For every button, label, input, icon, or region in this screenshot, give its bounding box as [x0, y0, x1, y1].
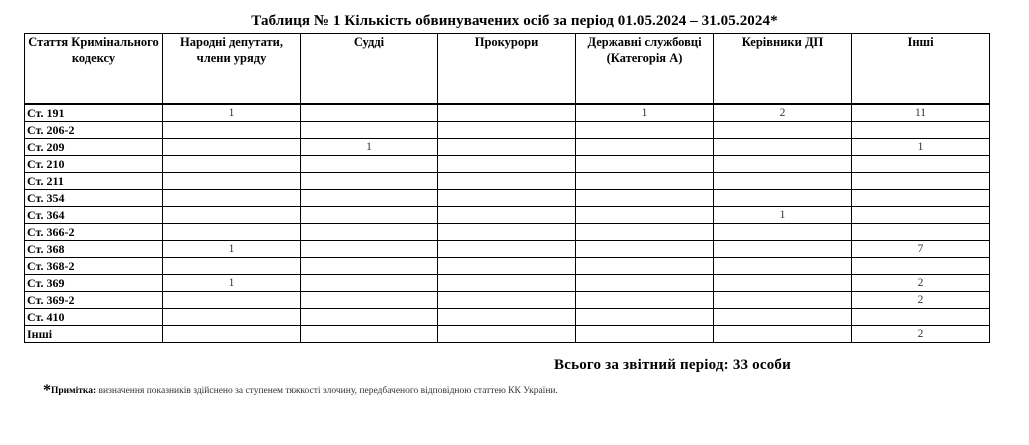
total-summary: Всього за звітний період: 33 особи [554, 357, 791, 373]
value-cell [576, 275, 714, 292]
table-row [25, 104, 990, 122]
value-cell: 1 [301, 139, 438, 156]
value-cell: 7 [852, 241, 990, 258]
article-cell: Інші [25, 326, 163, 343]
value-cell [163, 309, 301, 326]
value-cell [852, 156, 990, 173]
value-cell [163, 139, 301, 156]
value-cell [301, 224, 438, 241]
table-row [25, 241, 990, 258]
column-header-deputies: Народні депутати, члени уряду [163, 34, 301, 105]
value-cell [576, 326, 714, 343]
value-cell: 11 [852, 104, 990, 122]
value-cell [163, 190, 301, 207]
table-row [25, 275, 990, 292]
value-cell [576, 258, 714, 275]
table-row [25, 139, 990, 156]
header-row [25, 34, 990, 105]
value-cell [576, 207, 714, 224]
article-cell: Ст. 368 [25, 241, 163, 258]
value-cell: 1 [163, 275, 301, 292]
value-cell [714, 224, 852, 241]
table-row [25, 292, 990, 309]
footnote [43, 382, 558, 400]
value-cell [163, 207, 301, 224]
value-cell: 1 [163, 104, 301, 122]
value-cell [852, 258, 990, 275]
table-row [25, 258, 990, 275]
article-cell: Ст. 366-2 [25, 224, 163, 241]
value-cell [301, 309, 438, 326]
table-row [25, 156, 990, 173]
value-cell [576, 224, 714, 241]
table-row [25, 190, 990, 207]
value-cell [576, 122, 714, 139]
footnote-asterisk: * [43, 382, 51, 399]
value-cell [438, 326, 576, 343]
value-cell [301, 258, 438, 275]
column-header-judges: Судді [301, 34, 438, 105]
value-cell [438, 241, 576, 258]
value-cell: 2 [852, 275, 990, 292]
article-cell: Ст. 410 [25, 309, 163, 326]
statistics-table [24, 33, 990, 343]
value-cell [438, 156, 576, 173]
value-cell [714, 258, 852, 275]
value-cell [438, 258, 576, 275]
value-cell [301, 156, 438, 173]
value-cell [301, 190, 438, 207]
value-cell: 2 [852, 292, 990, 309]
value-cell [714, 139, 852, 156]
value-cell [163, 173, 301, 190]
value-cell [301, 275, 438, 292]
value-cell [301, 292, 438, 309]
column-header-prosecutors: Прокурори [438, 34, 576, 105]
article-cell: Ст. 364 [25, 207, 163, 224]
article-cell: Ст. 211 [25, 173, 163, 190]
value-cell [852, 224, 990, 241]
value-cell [163, 292, 301, 309]
table-row [25, 173, 990, 190]
value-cell [301, 326, 438, 343]
article-cell: Ст. 368-2 [25, 258, 163, 275]
value-cell [576, 241, 714, 258]
column-header-state-enterprise-heads: Керівники ДП [714, 34, 852, 105]
value-cell [163, 156, 301, 173]
value-cell [852, 173, 990, 190]
column-header-others: Інші [852, 34, 990, 105]
value-cell [714, 275, 852, 292]
value-cell: 2 [852, 326, 990, 343]
table-row [25, 326, 990, 343]
value-cell [852, 309, 990, 326]
value-cell [301, 173, 438, 190]
column-header-article: Стаття Кримінального кодексу [25, 34, 163, 105]
value-cell [576, 173, 714, 190]
value-cell [852, 207, 990, 224]
article-cell: Ст. 369-2 [25, 292, 163, 309]
value-cell [714, 190, 852, 207]
value-cell [714, 156, 852, 173]
value-cell: 1 [852, 139, 990, 156]
value-cell [438, 224, 576, 241]
table-row [25, 309, 990, 326]
value-cell: 1 [163, 241, 301, 258]
value-cell [714, 173, 852, 190]
article-cell: Ст. 354 [25, 190, 163, 207]
value-cell: 1 [576, 104, 714, 122]
footnote-label: Примітка: [51, 386, 97, 396]
article-cell: Ст. 206-2 [25, 122, 163, 139]
value-cell [714, 122, 852, 139]
value-cell: 1 [714, 207, 852, 224]
table-title: Таблиця № 1 Кількість обвинувачених осіб за період 01.05.2024 – 31.05.2024* [251, 13, 778, 29]
value-cell [576, 190, 714, 207]
value-cell [301, 104, 438, 122]
value-cell [163, 326, 301, 343]
value-cell [301, 207, 438, 224]
value-cell [163, 258, 301, 275]
value-cell [438, 173, 576, 190]
value-cell [714, 241, 852, 258]
value-cell [714, 292, 852, 309]
value-cell: 2 [714, 104, 852, 122]
value-cell [163, 122, 301, 139]
value-cell [301, 241, 438, 258]
column-header-civil-servants: Державні службовці (Категорія А) [576, 34, 714, 105]
value-cell [576, 309, 714, 326]
value-cell [438, 104, 576, 122]
value-cell [438, 292, 576, 309]
value-cell [438, 309, 576, 326]
article-cell: Ст. 369 [25, 275, 163, 292]
value-cell [438, 207, 576, 224]
value-cell [576, 139, 714, 156]
value-cell [576, 156, 714, 173]
value-cell [438, 190, 576, 207]
value-cell [438, 139, 576, 156]
value-cell [163, 224, 301, 241]
value-cell [438, 122, 576, 139]
table-row [25, 122, 990, 139]
value-cell [714, 309, 852, 326]
table-row [25, 224, 990, 241]
value-cell [714, 326, 852, 343]
value-cell [852, 122, 990, 139]
footnote-text: визначення показників здійснено за ступенем тяжкості злочину, передбаченого відповідною статтею КК України. [96, 386, 558, 396]
article-cell: Ст. 210 [25, 156, 163, 173]
value-cell [852, 190, 990, 207]
article-cell: Ст. 209 [25, 139, 163, 156]
article-cell: Ст. 191 [25, 104, 163, 122]
value-cell [576, 292, 714, 309]
table-row [25, 207, 990, 224]
value-cell [438, 275, 576, 292]
value-cell [301, 122, 438, 139]
